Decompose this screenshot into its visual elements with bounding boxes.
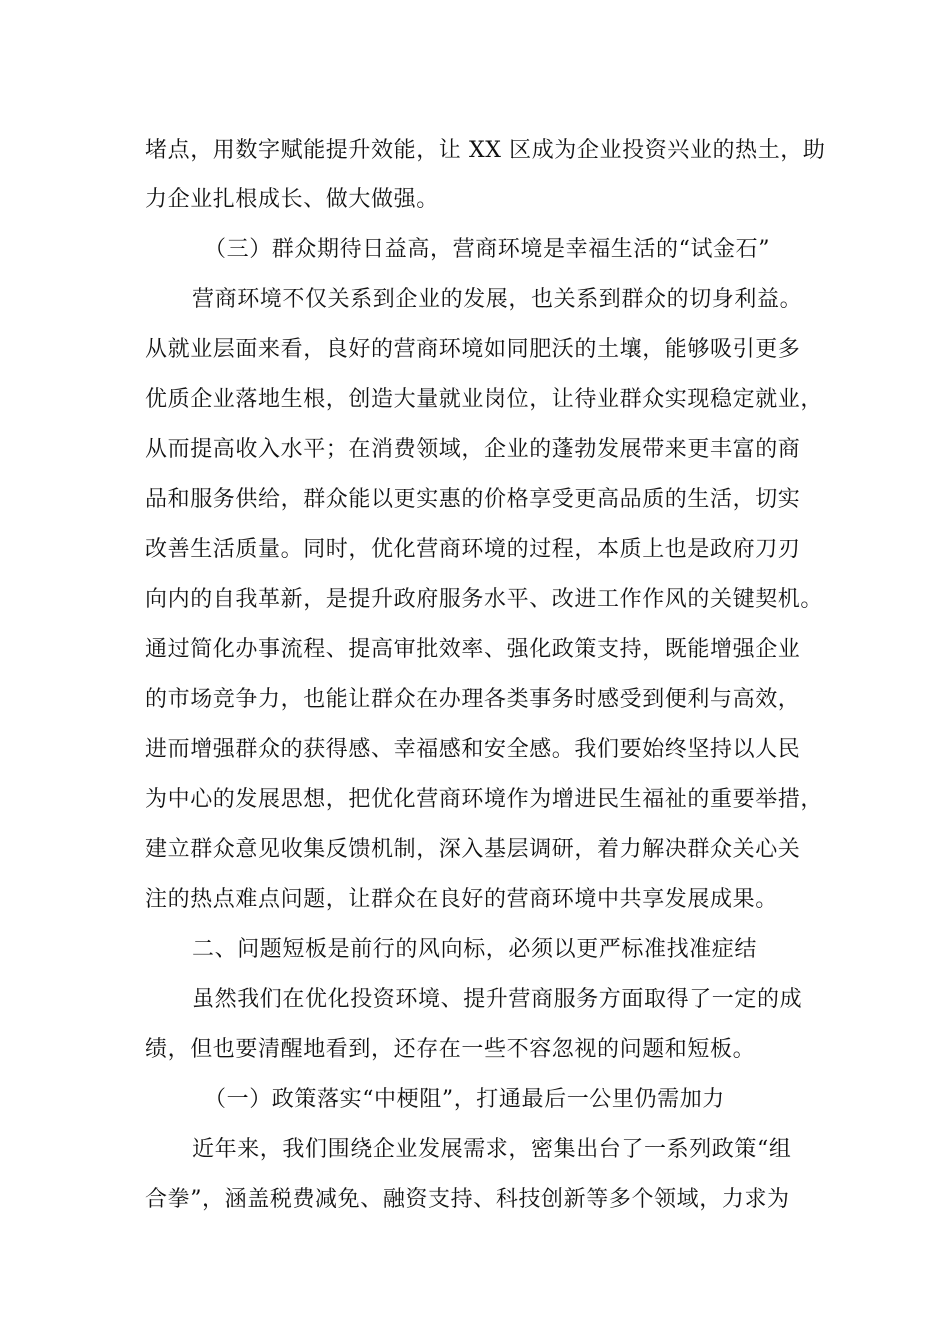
subheading: （一）政策落实“中梗阻”，打通最后一公里仍需加力 (204, 1087, 725, 1112)
body-text-line: 营商环境不仅关系到企业的发展，也关系到群众的切身利益。 (192, 287, 803, 312)
body-text-line: 进而增强群众的获得感、幸福感和安全感。我们要始终坚持以人民 (145, 737, 801, 762)
subheading: （三）群众期待日益高，营商环境是幸福生活的“试金石” (204, 237, 771, 262)
body-text-line: 从就业层面来看，良好的营商环境如同肥沃的土壤，能够吸引更多 (145, 337, 801, 362)
body-text-line: 改善生活质量。同时，优化营商环境的过程，本质上也是政府刀刃 (145, 537, 801, 562)
body-text-line: 为中心的发展思想，把优化营商环境作为增进民生福祉的重要举措， (145, 787, 824, 812)
body-text-line: 优质企业落地生根，创造大量就业岗位，让待业群众实现稳定就业， (145, 387, 824, 412)
body-text-line: 合拳”，涵盖税费减免、融资支持、科技创新等多个领域，力求为 (145, 1187, 790, 1212)
body-text-line: 堵点，用数字赋能提升效能，让 XX 区成为企业投资兴业的热土，助 (145, 138, 826, 163)
body-text-line: 从而提高收入水平；在消费领域，企业的蓬勃发展带来更丰富的商 (145, 437, 801, 462)
body-text-line: 绩，但也要清醒地看到，还存在一些不容忽视的问题和短板。 (145, 1037, 756, 1062)
body-text-line: 近年来，我们围绕企业发展需求，密集出台了一系列政策“组 (192, 1137, 792, 1162)
body-text-line: 力企业扎根成长、做大做强。 (145, 187, 439, 212)
section-heading: 二、问题短板是前行的风向标，必须以更严标准找准症结 (192, 937, 758, 962)
body-text-line: 注的热点难点问题，让群众在良好的营商环境中共享发展成果。 (145, 887, 778, 912)
body-text-line: 品和服务供给，群众能以更实惠的价格享受更高品质的生活，切实 (145, 487, 801, 512)
body-text-line: 建立群众意见收集反馈机制，深入基层调研，着力解决群众关心关 (145, 837, 801, 862)
body-text-line: 虽然我们在优化投资环境、提升营商服务方面取得了一定的成 (192, 987, 803, 1012)
body-text-line: 通过简化办事流程、提高审批效率、强化政策支持，既能增强企业 (145, 637, 801, 662)
body-text-line: 的市场竞争力，也能让群众在办理各类事务时感受到便利与高效， (145, 687, 801, 712)
body-text-line: 向内的自我革新，是提升政府服务水平、改进工作作风的关键契机。 (145, 587, 824, 612)
